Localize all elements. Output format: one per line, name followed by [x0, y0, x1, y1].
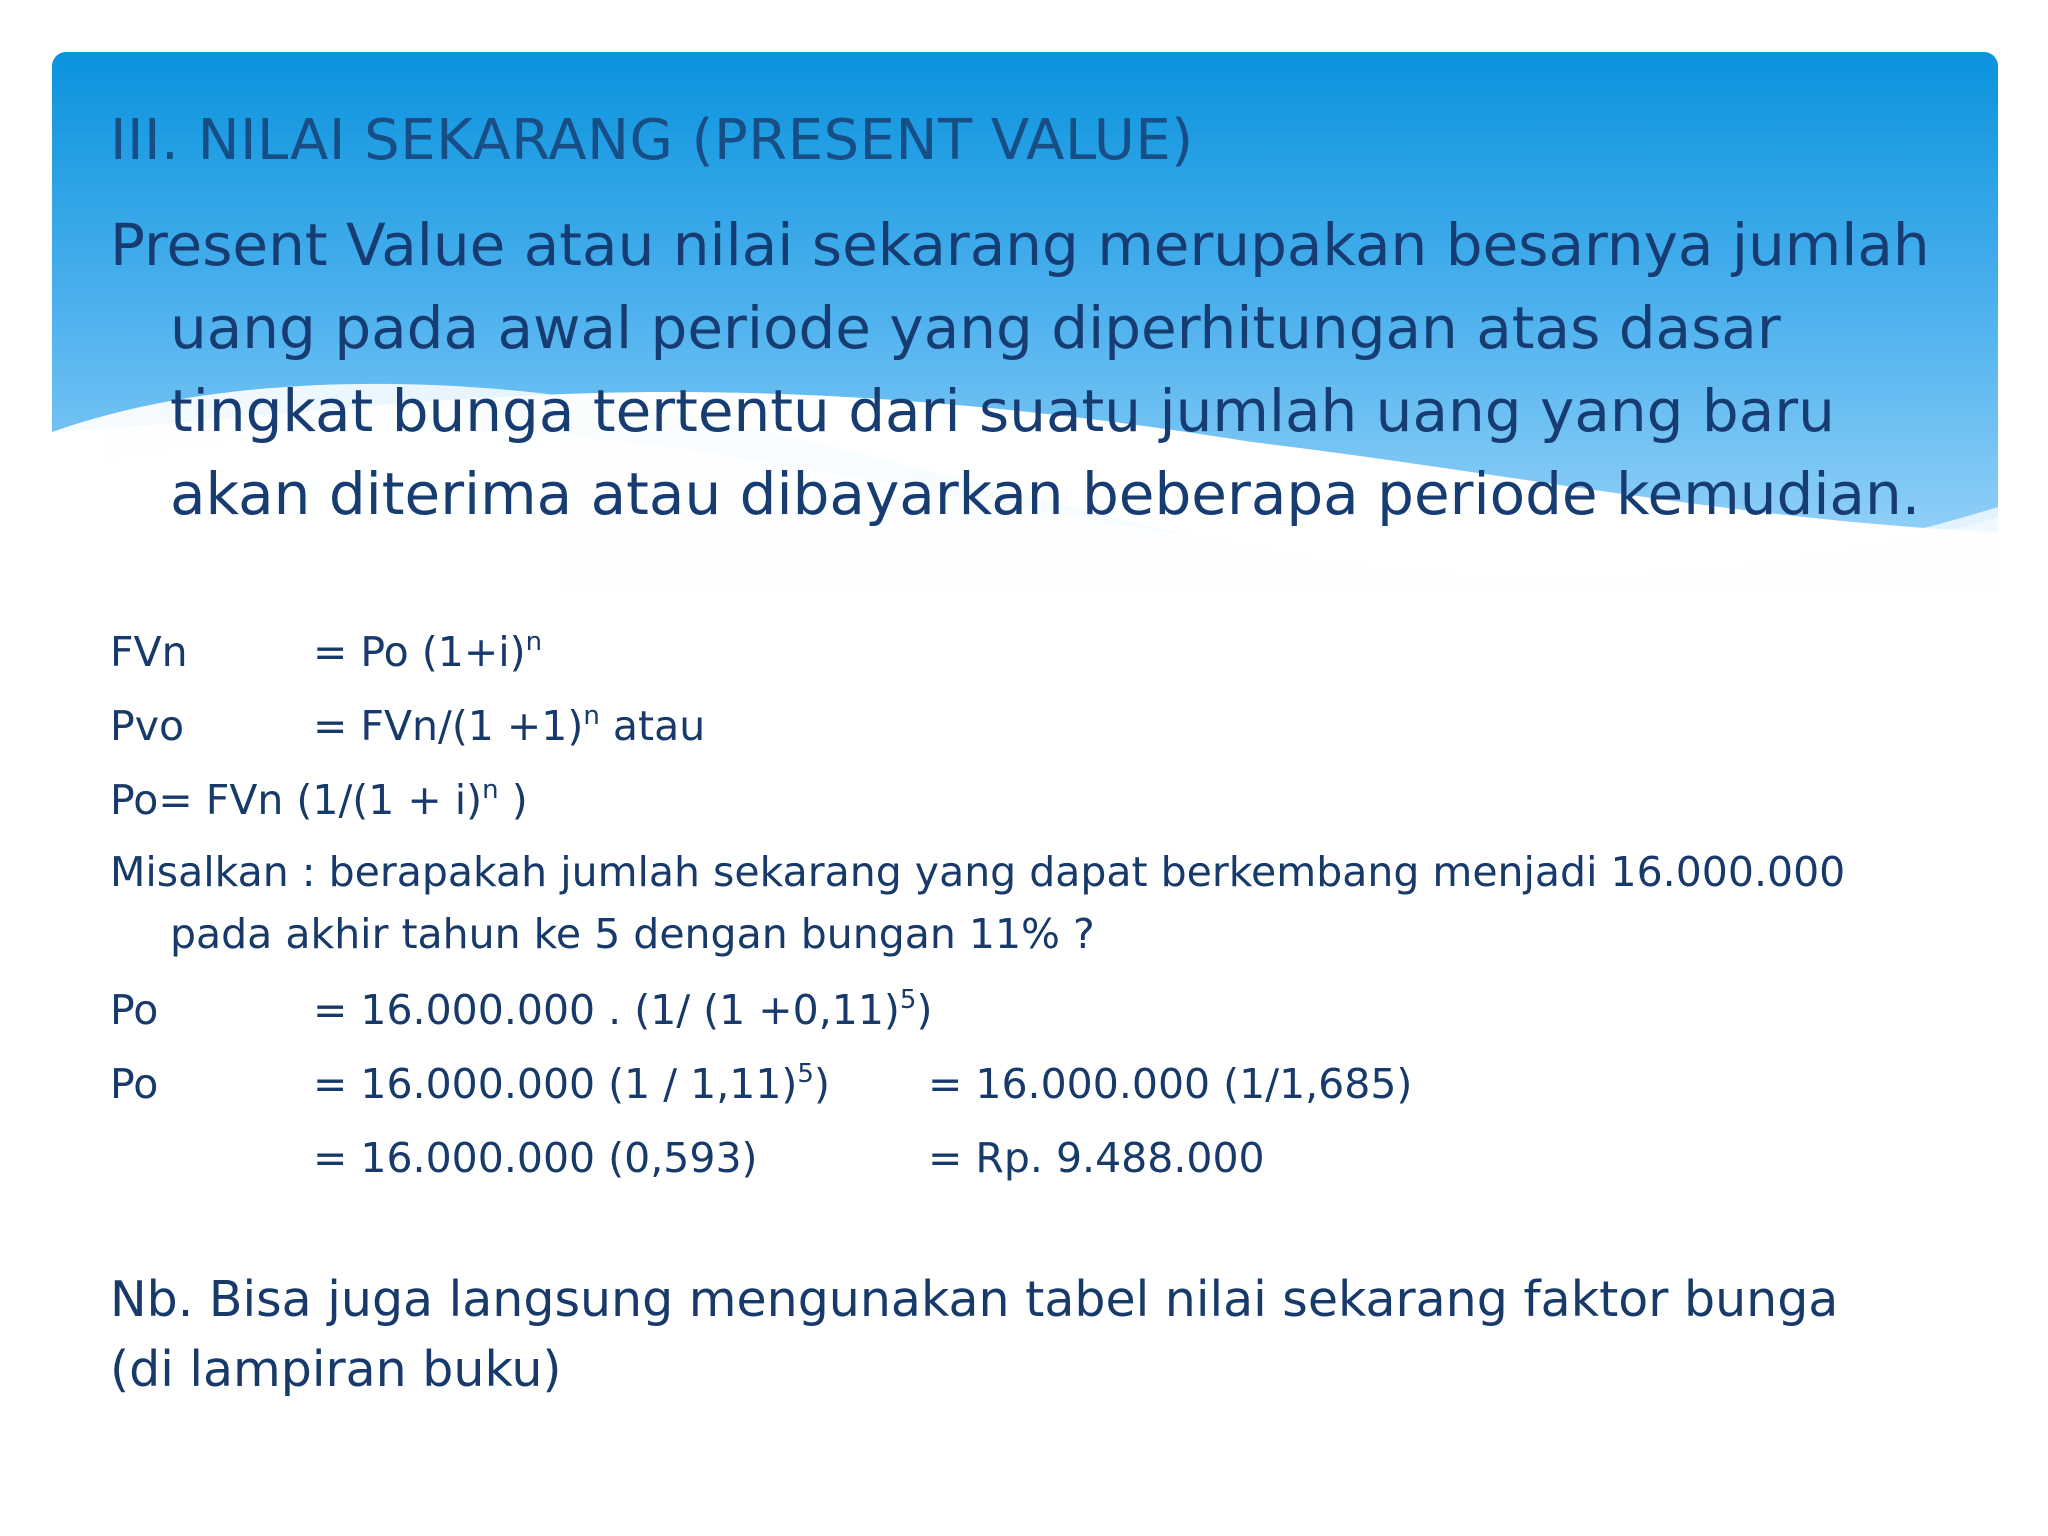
- formula-pvo: [110, 689, 1990, 763]
- example-question: [110, 841, 1990, 965]
- slide-title: III. NILAI SEKARANG (PRESENT VALUE): [110, 108, 1194, 173]
- intro-continuation: uang pada awal periode yang diperhitungan atas dasar tingkat bunga tertentu dari suatu jumlah uang yang baru akan diterima atau dibayarkan beberapa periode kemudian.: [170, 294, 1921, 528]
- formula-expression: Po= FVn ($1/(1 + i)^n$ ): [110, 775, 528, 824]
- formula-label: Pvo: [110, 702, 185, 750]
- formula-expression: = $FVn/(1 +1)^n$ atau: [313, 701, 706, 750]
- calc-expression: = 16.000.000 (0,593): [313, 1134, 758, 1182]
- calc-label: Po: [110, 1060, 159, 1108]
- calc-result: = 16.000.000 (1/1,685): [928, 1060, 1413, 1108]
- intro-paragraph: [110, 204, 1940, 536]
- formula-label: FVn: [110, 628, 188, 676]
- example-line-2: pada akhir tahun ke 5 dengan bungan 11% ?: [170, 910, 1095, 958]
- example-line-1: Misalkan : berapakah jumlah sekarang yang dapat berkembang menjadi 16.000.000: [110, 848, 1846, 896]
- calc-row-3: [110, 1121, 1990, 1195]
- calc-row-1: [110, 973, 1990, 1047]
- formula-expression: = Po $(1+i)^n$: [313, 627, 543, 676]
- formula-po: [110, 763, 1990, 837]
- formula-block: [110, 615, 1990, 1195]
- formula-fvn: [110, 615, 1990, 689]
- calc-result: = Rp. 9.488.000: [928, 1134, 1265, 1182]
- calc-expression: = 16.000.000 . (1/ $(1 +0,11)^5$): [313, 985, 933, 1034]
- note-text: Nb. Bisa juga langsung mengunakan tabel nilai sekarang faktor bunga (di lampiran buku): [110, 1271, 1839, 1398]
- calc-expression: = 16.000.000 (1 / 1,11)$^5$): [313, 1059, 830, 1108]
- intro-line-1: Present Value atau nilai sekarang merupakan besarnya jumlah: [110, 211, 1930, 279]
- calc-row-2: [110, 1047, 1990, 1121]
- calc-label: Po: [110, 986, 159, 1034]
